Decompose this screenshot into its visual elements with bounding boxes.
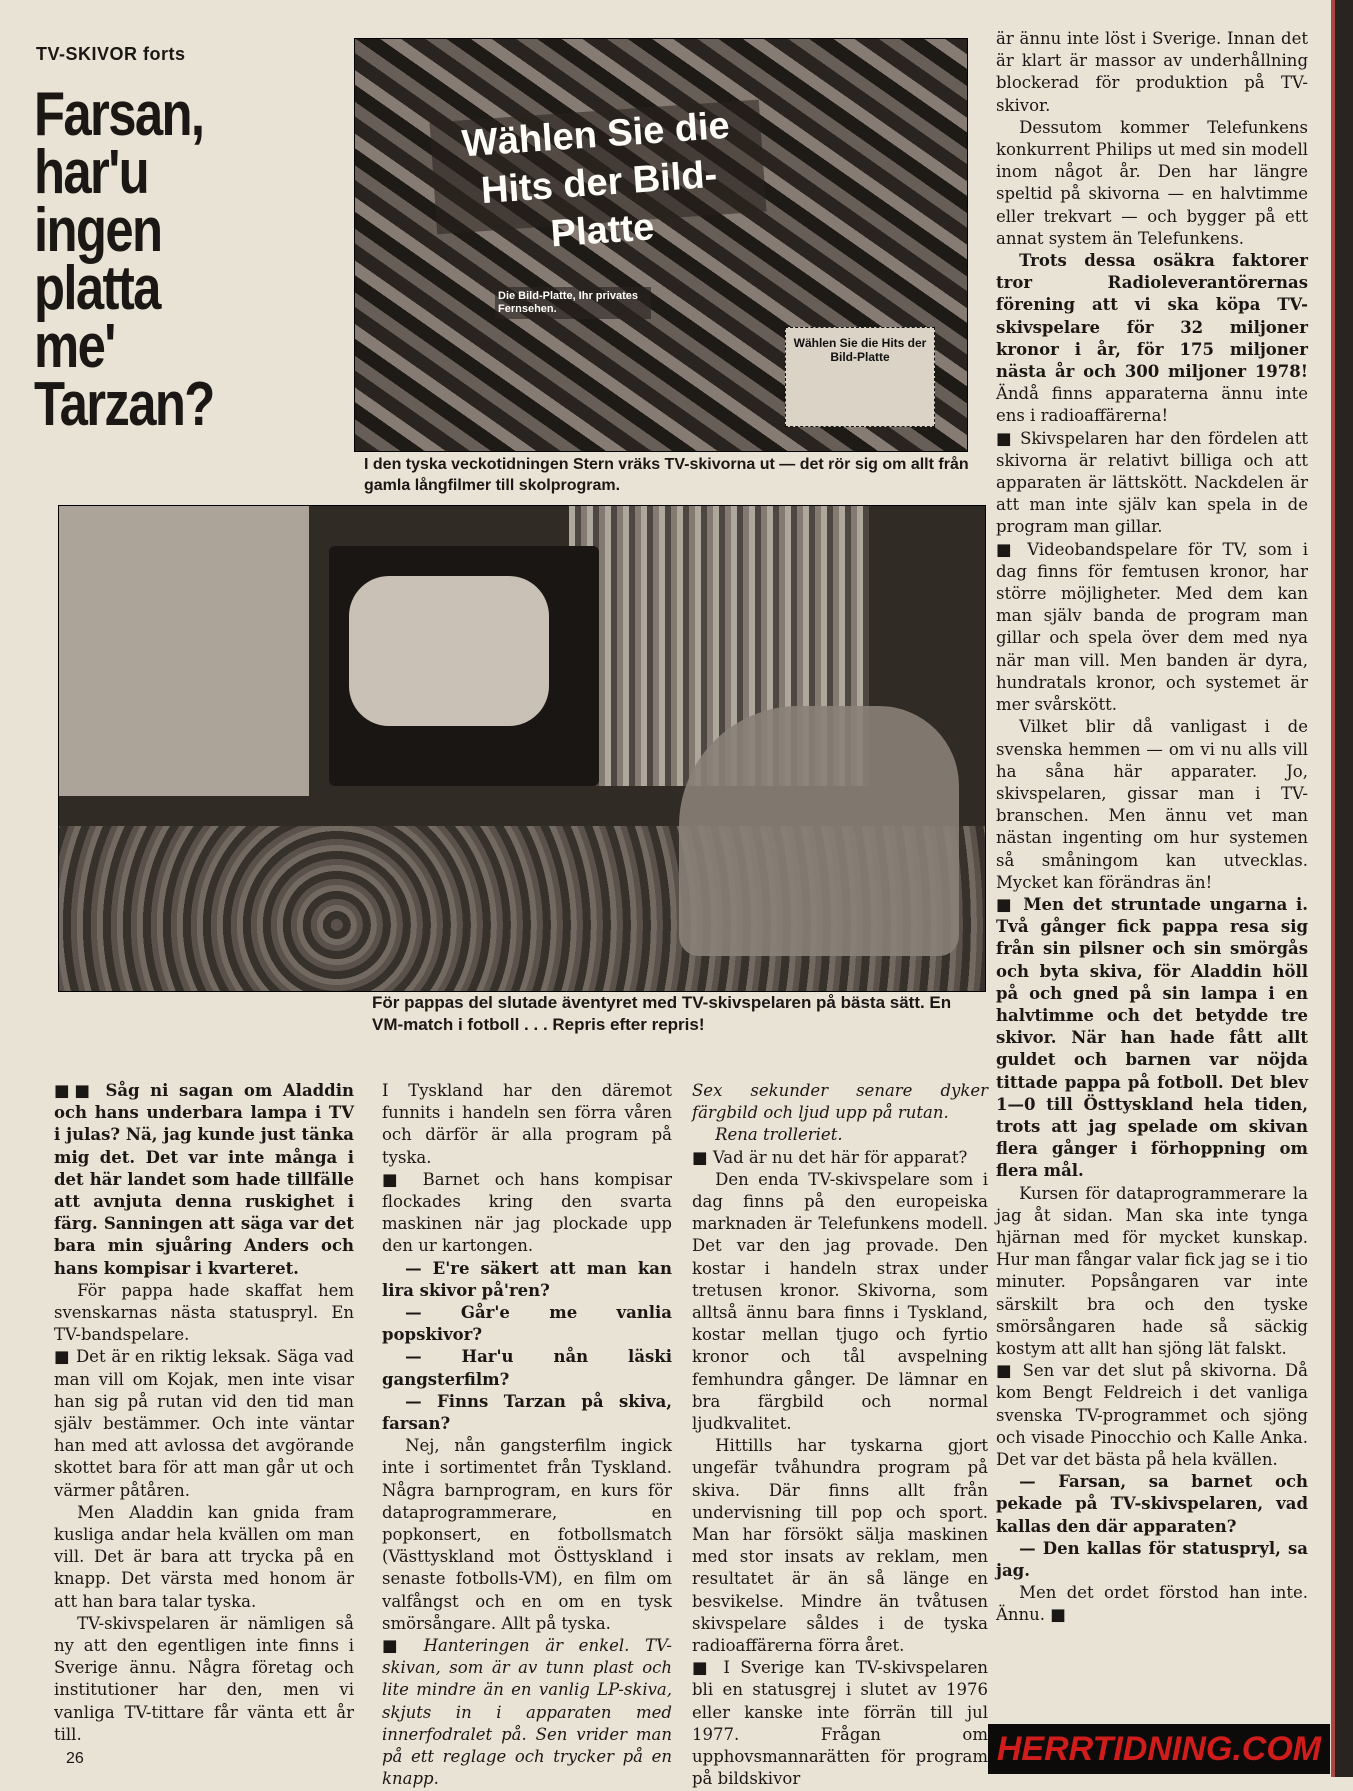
paragraph: Men Aladdin kan gnida fram kusliga andar hela kvällen om man vill. Det är bara att trycka på en knapp. Det värsta med honom är att han bara talar tyska. [54,1502,354,1611]
page-number: 26 [66,1750,84,1767]
photo-cabinet [59,506,309,796]
paragraph: ■ Barnet och hans kompisar flockades kring den svarta maskinen när jag plockade upp den ur kartongen. [382,1169,672,1256]
ad-headline: Wählen Sie die Hits der Bild-Platte [429,100,766,235]
dialogue-line: — E're säkert att man kan lira skivor på'ren? [382,1258,672,1300]
ad-photo [354,38,968,452]
dialogue-line: — Går'e me vanlia popskivor? [382,1303,672,1345]
paragraph: ■ Men det struntade ungarna i. Två gånger fick pappa resa sig från sin pilsner och sin smörgås och byta skiva, för Aladdin höll på och gned på sin lampa i en halvtimme och det betydde tre skivor. När han hade fått allt guldet och barnen var nöjda tittade pappa på fotboll. Det blev 1—0 till Östtyskland hela tiden, trots att jag spelade om skivan flera gånger i förhoppning om flera mål. [996,894,1308,1181]
paragraph: ■ Vad är nu det här för apparat? [692,1147,968,1167]
text-column-2 [382,1080,672,1791]
paragraph: ■ Sen var det slut på skivorna. Då kom Bengt Feldreich i det vanliga svenska TV-programmet och sjöng och visade Pinocchio och Kalle Anka. Det var det bästa på hela kvällen. [996,1361,1308,1469]
text-column-4 [996,28,1308,1627]
dialogue-line: — Farsan, sa barnet och pekade på TV-skivspelaren, vad kallas den där apparaten? [996,1472,1308,1536]
paragraph: Sex sekunder senare dyker färgbild och ljud upp på rutan. [692,1081,988,1123]
text-column-3 [692,1080,988,1791]
watermark-logo: HERRTIDNING.COM [988,1724,1330,1774]
paragraph-tail: Ändå finns apparaterna ännu inte ens i radioaffärerna! [996,384,1308,426]
ad-subtext: Die Bild-Platte, Ihr privates Fernsehen. [495,287,651,319]
text-column-1 [54,1080,354,1746]
living-room-caption: För pappas del slutade äventyret med TV-skivspelaren på bästa sätt. En VM-match i fotboll . . . Repris efter repris! [372,993,952,1034]
paragraph: är ännu inte löst i Sverige. Innan det är klart är massor av underhållning blockerad för produktion på TV-skivor. [996,29,1308,115]
page-edge [1335,0,1353,1777]
paragraph: Dessutom kommer Telefunkens konkurrent Philips ut med sin modell inom något år. Den har längre speltid på skivorna — en halvtimme eller trekvart — och bygger på ett annat system än Telefunkens. [996,117,1308,248]
paragraph: ■ Hanteringen är enkel. TV-skivan, som är av tunn plast och lite mindre än en vanlig LP-skiva, skjuts in i apparaten med innerfodralet på. Sen vrider man på ett reglage och trycker på en knapp. [382,1636,672,1789]
living-room-photo [58,505,986,992]
paragraph: ■ Det är en riktig leksak. Säga vad man vill om Kojak, men inte visar han sig på rutan vid den tid man själv bestämmer. Och inte väntar han med att avlossa det avgörande skottet bara för att man går ut och värmer påtåren. [54,1347,354,1500]
paragraph: ■ Videobandspelare för TV, som i dag finns för femtusen kronor, har större möjligheter. Med dem kan man själv banda de program man gillar och spela över dem med nya när man vill. Men banden är dyra, hundratals kronor, och systemet är mer svårskött. [996,539,1308,715]
dialogue-line: — Har'u nån läski gangsterfilm? [382,1347,672,1389]
paragraph: Den enda TV-skivspelare som i dag finns på den europeiska marknaden är Telefunkens modell. Det var den jag provade. Den kostar i handeln strax under tretusen kronor. Skivorna, som alltså ännu bara finns i Tyskland, kostar mellan tjugo och fyrtio kronor och tål avspelning femhundra gånger. De lämnar en bra färgbild och normal ljudkvalitet. [692,1169,988,1434]
paragraph: I Tyskland har den däremot funnits i handeln sen förra våren och därför är alla program på tyska. [382,1081,672,1167]
paragraph: Kursen för dataprogrammerare la jag åt sidan. Man ska inte tynga hjärnan med för mycket kunskap. Hur man fångar valar fick jag se i tio minuter. Popsångaren var inte särskilt bra och den tyske smörsångaren hade så säckig kostym att allt han sjöng lät falskt. [996,1183,1308,1358]
photo-tv-screen [349,576,549,726]
bold-statement: Trots dessa osäkra faktorer tror Radioleverantörernas förening att vi ska köpa TV-skivspelare för 32 miljoner kronor i år, för 175 miljoner nästa år och 300 miljoner 1978! [996,251,1308,382]
dialogue-line: — Finns Tarzan på skiva, farsan? [382,1391,672,1434]
lead-paragraph: ■■ Såg ni sagan om Aladdin och hans underbara lampa i TV i julas? Nä, jag kunde just tänka mig det. Det var inte många i det här landet som hade tillfälle att avnjuta denna ruskighet i färg. Sanningen att säga var det bara min sjuåring Anders och hans kompisar i kvarteret. [54,1081,354,1278]
paragraph: ■ Skivspelaren har den fördelen att skivorna är relativt billiga och att apparaten är lättskött. Nackdelen är att man inte själv kan spela in de program man gillar. [996,428,1308,537]
section-kicker: TV-SKIVOR forts [36,44,186,64]
photo-man [679,706,959,956]
dialogue-line: — Den kallas för statuspryl, sa jag. [996,1538,1308,1581]
ad-coupon: Wählen Sie die Hits der Bild-Platte [785,327,935,427]
ad-photo-caption: I den tyska veckotidningen Stern vräks TV-skivorna ut — det rör sig om allt från gamla långfilmer till skolprogram. [364,456,969,494]
paragraph: Hittills har tyskarna gjort ungefär tvåhundra program på skiva. Där finns allt från undervisning till pop och sport. Man har försökt sälja maskinen med stor insats av reklam, men resultatet är än så länge en besvikelse. Mindre än tvåtusen skivspelare såldes i de tyska radioaffärerna förra året. [692,1436,988,1656]
paragraph: Rena trolleriet. [715,1125,843,1145]
article-headline: Farsan, har'u ingen platta me' Tarzan? [34,80,214,439]
paragraph: TV-skivspelaren är nämligen så ny att den egentligen inte finns i Sverige ännu. Några företag och institutioner har den, men vi vanliga TV-tittare får vänta ett år till. [54,1613,354,1744]
paragraph: Nej, nån gangsterfilm ingick inte i sortimentet från Tyskland. Några barnprogram, en kurs för dataprogrammerare, en popkonsert, en fotbollsmatch (Västtyskland mot Östtyskland i senaste fotbolls-VM), en film om valfångst och en om en tysk smörsångare. Allt på tyska. [382,1436,672,1633]
paragraph: Men det ordet förstod han inte. Ännu. ■ [996,1583,1308,1625]
paragraph: För pappa hade skaffat hem svenskarnas nästa statuspryl. En TV-bandspelare. [54,1280,354,1345]
paragraph: Vilket blir då vanligast i de svenska hemmen — om vi nu alls vill ha såna här apparater. Jo, skivspelaren, gissar man i TV-branschen. Men ännu vet man nästan ingenting om hur systemen så småningom kan utvecklas. Mycket kan förändras än! [996,717,1308,892]
paragraph: ■ I Sverige kan TV-skivspelaren bli en statusgrej i slutet av 1976 eller kanske inte förrän till jul 1977. Frågan om upphovsmannarätten för program på bildskivor [692,1658,988,1789]
